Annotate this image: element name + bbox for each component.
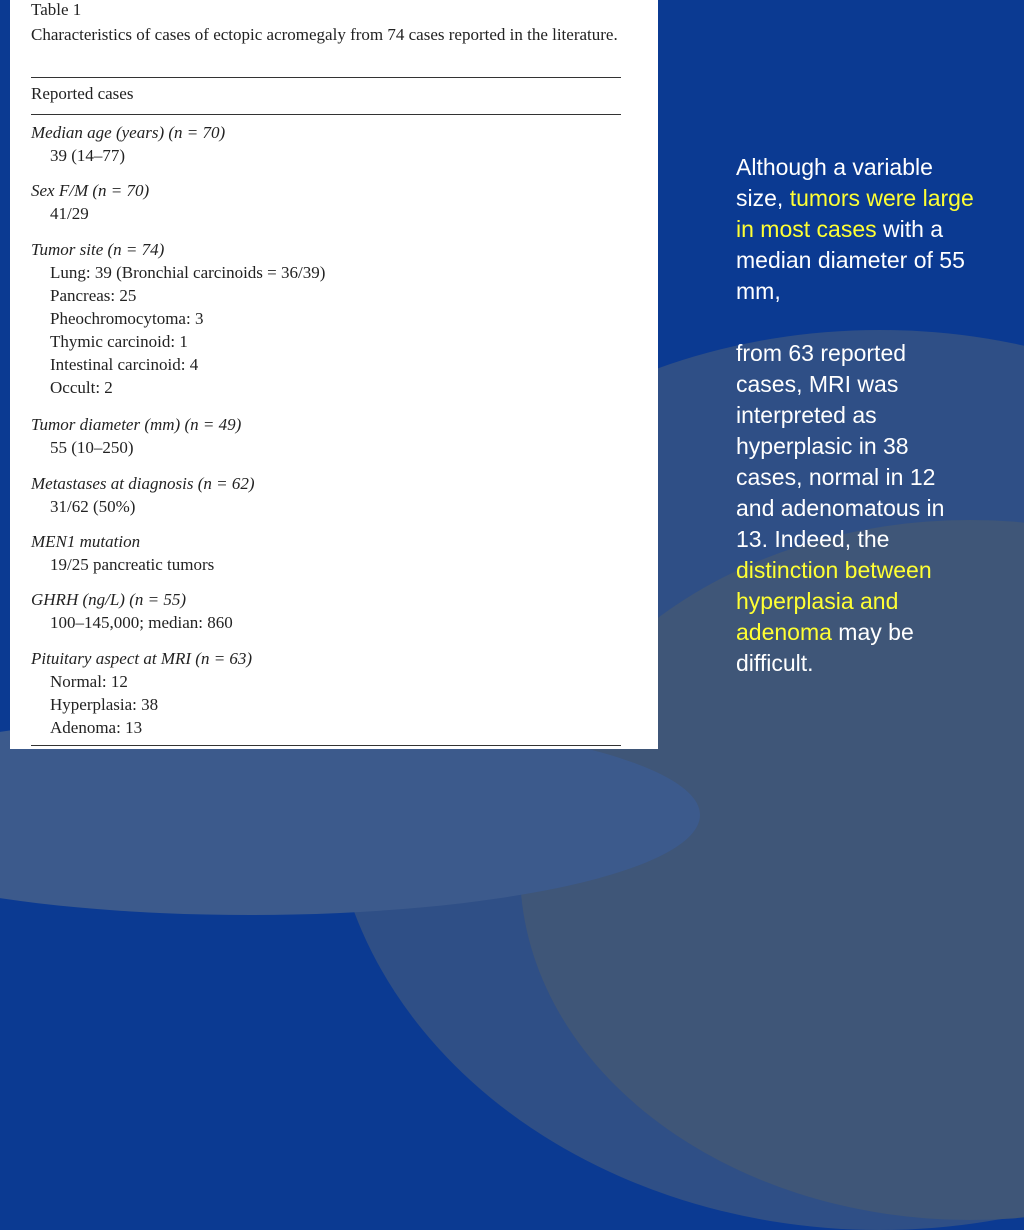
commentary-text: from 63 reported cases, MRI was interpreted as hyperplasic in 38 cases, normal in 12 and adenomatous in 13. Indeed, the [736, 340, 945, 552]
section-men1 [31, 530, 214, 576]
section-value: Adenoma: 13 [50, 718, 143, 737]
section-ghrh [31, 588, 233, 634]
side-commentary [736, 152, 976, 679]
paragraph-gap [736, 307, 976, 338]
commentary-text: may be difficult. [736, 619, 914, 676]
commentary-highlight: tumors were large in most cases [736, 185, 974, 242]
section-sex [31, 179, 149, 225]
table-header: Reported cases [31, 84, 134, 103]
section-value: 39 (14–77) [50, 146, 126, 165]
section-label: MEN1 mutation [31, 532, 141, 551]
section-label: Metastases at diagnosis (n = 62) [31, 474, 255, 493]
section-value: Hyperplasia: 38 [50, 695, 159, 714]
commentary-paragraph-1 [736, 152, 976, 307]
table-rule-header [31, 114, 621, 115]
section-value: Occult: 2 [50, 378, 113, 397]
section-pituitary [31, 647, 252, 739]
section-label: GHRH (ng/L) (n = 55) [31, 590, 187, 609]
section-label: Sex F/M (n = 70) [31, 181, 150, 200]
table-image-panel [10, 0, 658, 749]
table-title: Table 1 [31, 0, 82, 19]
section-tumor-site [31, 238, 325, 399]
section-median-age [31, 121, 225, 167]
section-value: 100–145,000; median: 860 [50, 613, 233, 632]
table-rule-bottom [31, 745, 621, 746]
section-value: Thymic carcinoid: 1 [50, 332, 188, 351]
section-label: Pituitary aspect at MRI (n = 63) [31, 649, 253, 668]
section-value: 55 (10–250) [50, 438, 134, 457]
section-value: Pancreas: 25 [50, 286, 137, 305]
commentary-paragraph-2 [736, 338, 976, 679]
commentary-text: Although a variable size, [736, 154, 933, 211]
commentary-text: with a median diameter of 55 mm, [736, 216, 965, 304]
section-value: 31/62 (50%) [50, 497, 136, 516]
section-value: Intestinal carcinoid: 4 [50, 355, 199, 374]
section-tumor-diameter [31, 413, 241, 459]
section-value: 19/25 pancreatic tumors [50, 555, 215, 574]
section-label: Median age (years) (n = 70) [31, 123, 226, 142]
section-label: Tumor diameter (mm) (n = 49) [31, 415, 242, 434]
table-rule-top [31, 77, 621, 78]
section-label: Tumor site (n = 74) [31, 240, 165, 259]
commentary-highlight: distinction between hyperplasia and adenoma [736, 557, 932, 645]
section-value: Pheochromocytoma: 3 [50, 309, 204, 328]
section-value: Lung: 39 (Bronchial carcinoids = 36/39) [50, 263, 326, 282]
section-metastases [31, 472, 255, 518]
section-value: Normal: 12 [50, 672, 128, 691]
table-caption: Characteristics of cases of ectopic acromegaly from 74 cases reported in the literature. [31, 25, 618, 44]
section-value: 41/29 [50, 204, 89, 223]
